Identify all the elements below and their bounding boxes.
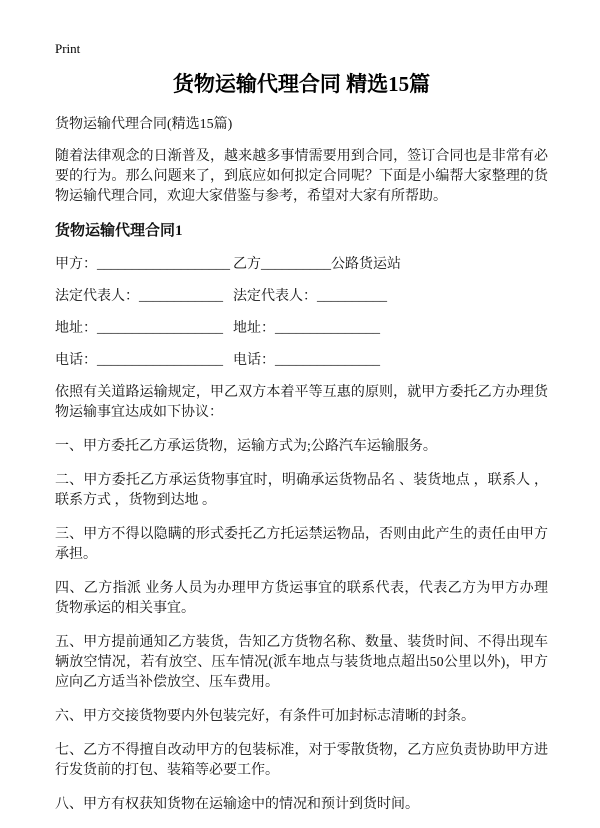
paragraph-clause-8: 八、甲方有权获知货物在运输途中的情况和预计到货时间。 <box>55 797 419 812</box>
paragraph-preamble: 依照有关道路运输规定，甲乙双方本着平等互惠的原则，就甲方委托乙方办理货物运输事宜达成如下协议： <box>55 385 548 420</box>
paragraph-clause-1: 一、甲方委托乙方承运货物，运输方式为;公路汽车运输服务。 <box>55 439 437 454</box>
paragraph-clause-5: 五、甲方提前通知乙方装货，告知乙方货物名称、数量、装货时间、不得出现车辆放空情况，若有放空、压车情况(派车地点与装货地点超出50公里以外)，甲方应向乙方适当补偿放空、压车费用。 <box>55 635 548 690</box>
document-subtitle: 货物运输代理合同(精选15篇) <box>55 117 233 132</box>
rep-b-blank-line: __________ <box>317 289 387 304</box>
address-b-label: 地址： <box>233 321 275 336</box>
paragraph-clause-3: 三、甲方不得以隐瞒的形式委托乙方托运禁运物品，否则由此产生的责任由甲方承担。 <box>55 527 548 562</box>
paragraph-clause-4: 四、乙方指派 业务人员为办理甲方货运事宜的联系代表，代表乙方为甲方办理货物承运的相关事宜。 <box>55 581 548 616</box>
section-heading-contract-1: 货物运输代理合同1 <box>55 223 183 239</box>
party-b-label: 乙方 <box>233 257 261 272</box>
rep-a-label: 法定代表人： <box>55 289 139 304</box>
party-b-blank-line: __________ <box>261 257 331 272</box>
print-button[interactable]: Print <box>55 41 81 56</box>
party-a-label: 甲方： <box>55 257 97 272</box>
address-a-label: 地址： <box>55 321 97 336</box>
form-row-party <box>55 255 548 275</box>
paragraph-clause-2: 二、甲方委托乙方承运货物事宜时，明确承运货物品名 、装货地点 ，联系人 ，联系方式 ，货物到达地 。 <box>55 473 548 508</box>
phone-b-label: 电话： <box>233 353 275 368</box>
phone-a-blank-line: __________________ <box>97 353 223 368</box>
form-row-address <box>55 319 548 339</box>
phone-a-label: 电话： <box>55 353 97 368</box>
party-a-blank-line: ___________________ <box>97 257 230 272</box>
form-row-representative <box>55 287 548 307</box>
paragraph-clause-6: 六、甲方交接货物要内外包装完好，有条件可加封标志清晰的封条。 <box>55 709 475 724</box>
contract-party-form <box>55 255 548 371</box>
party-b-suffix: 公路货运站 <box>331 257 401 272</box>
rep-b-label: 法定代表人： <box>233 289 317 304</box>
intro-paragraph: 随着法律观念的日渐普及，越来越多事情需要用到合同，签订合同也是非常有必要的行为。那么问题来了，到底应如何拟定合同呢？下面是小编帮大家整理的货物运输代理合同，欢迎大家借鉴与参考，希望对大家有所帮助。 <box>55 149 548 204</box>
rep-a-blank-line: ____________ <box>139 289 223 304</box>
form-row-phone <box>55 351 548 371</box>
phone-b-blank-line: _______________ <box>275 353 380 368</box>
address-a-blank-line: __________________ <box>97 321 223 336</box>
page-title: 货物运输代理合同 精选15篇 <box>172 72 431 96</box>
paragraph-clause-7: 七、乙方不得擅自改动甲方的包装标准，对于零散货物，乙方应负责协助甲方进行发货前的打包、装箱等必要工作。 <box>55 743 548 778</box>
address-b-blank-line: _______________ <box>275 321 380 336</box>
